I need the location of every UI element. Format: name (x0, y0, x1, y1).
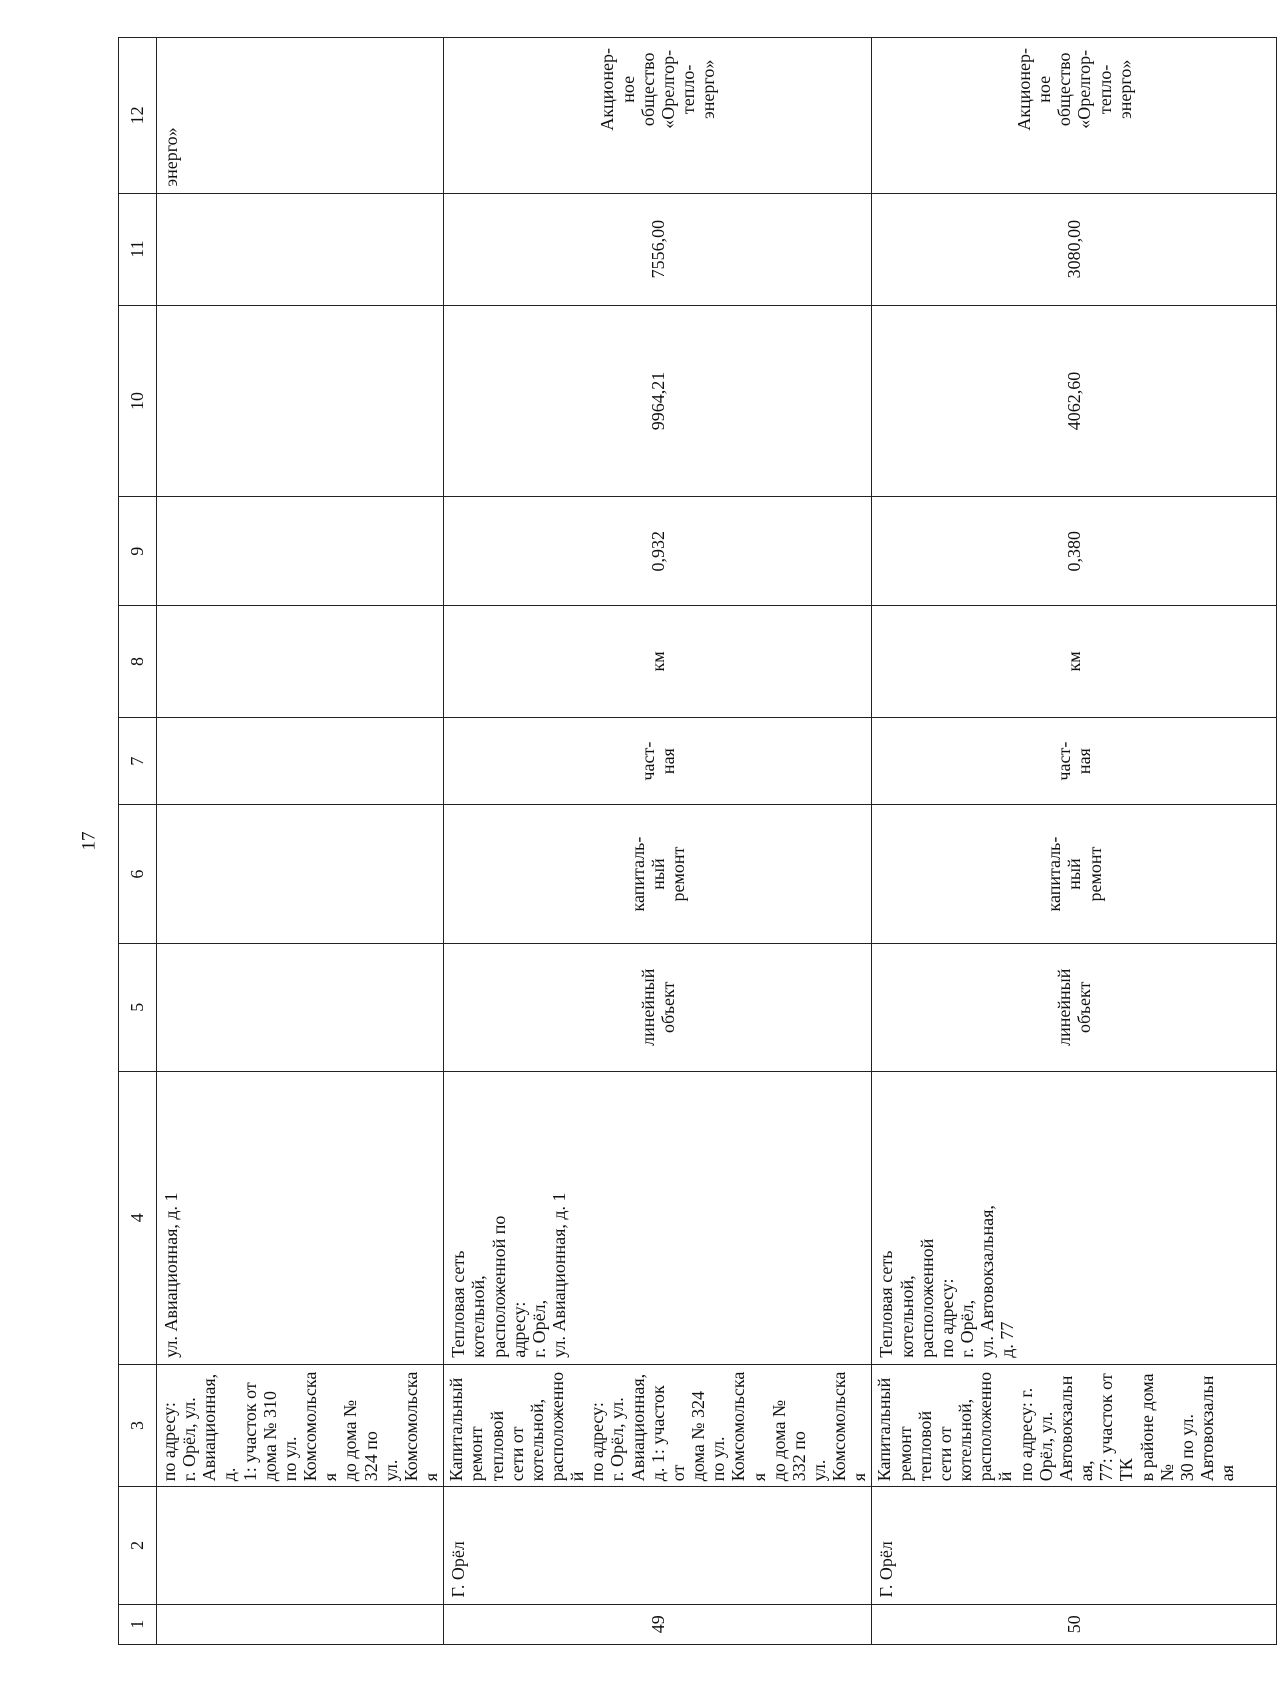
header-cell: 10 (119, 305, 157, 497)
qty-cell: 0,932 (444, 497, 872, 606)
object-cell: Тепловая сеть котельной, расположенной по адресу: г. Орёл, ул. Авиационная, д. 1 (444, 1071, 872, 1364)
page-number: 17 (78, 831, 100, 851)
description-cell: Капитальный ремонт тепловой сети от котельной, расположенной по адресу: г. Орёл, ул. Авиационная, д. 1: участок от дома № 324 по ул. Комсомольская до дома № 332 по ул. Комсомольская (444, 1364, 872, 1487)
cost2-cell: 3080,00 (872, 193, 1277, 305)
header-cell: 1 (119, 1604, 157, 1644)
city-cell (157, 1487, 444, 1604)
header-row (119, 38, 157, 1645)
unit-cell: км (872, 606, 1277, 718)
row-number: 50 (872, 1604, 1277, 1644)
description-cell: по адресу: г. Орёл, ул. Авиационная, д. 1: участок от дома № 310 по ул. Комсомольская до дома № 324 по ул. Комсомольская (157, 1364, 444, 1487)
header-cell: 9 (119, 497, 157, 606)
rotated-page (118, 37, 1238, 1645)
work-cell: капиталь- ный ремонт (444, 805, 872, 944)
object-cell: Тепловая сеть котельной, расположенной по адресу: г. Орёл, ул. Автовокзальная, д. 77 (872, 1071, 1277, 1364)
row-number (157, 1604, 444, 1644)
cost-cell: 9964,21 (444, 305, 872, 497)
qty-cell (157, 497, 444, 606)
qty-cell: 0,380 (872, 497, 1277, 606)
work-cell: капиталь- ный ремонт (872, 805, 1277, 944)
table-row (157, 38, 444, 1645)
header-cell: 12 (119, 38, 157, 194)
header-cell: 2 (119, 1487, 157, 1604)
city-cell: Г. Орёл (872, 1487, 1277, 1604)
table-row (444, 38, 872, 1645)
type-cell (157, 943, 444, 1071)
city-cell: Г. Орёл (444, 1487, 872, 1604)
data-table (118, 37, 1277, 1645)
header-cell: 6 (119, 805, 157, 944)
unit-cell: км (444, 606, 872, 718)
header-cell: 11 (119, 193, 157, 305)
header-cell: 7 (119, 717, 157, 804)
type-cell: линейный объект (872, 943, 1277, 1071)
cost2-cell: 7556,00 (444, 193, 872, 305)
owner-cell: Акционер- ное общество «Орелгор- тепло- энерго» (444, 38, 872, 194)
kind-cell: част- ная (444, 717, 872, 804)
description-cell: Капитальный ремонт тепловой сети от котельной, расположенной по адресу: г. Орёл, ул. Автовокзальная, 77: участок от ТК в районе дома № 30 по ул. Автовокзальная (872, 1364, 1277, 1487)
owner-cell: энерго» (157, 38, 444, 194)
work-cell (157, 805, 444, 944)
row-number: 49 (444, 1604, 872, 1644)
object-cell: ул. Авиационная, д. 1 (157, 1071, 444, 1364)
table-row (872, 38, 1277, 1645)
unit-cell (157, 606, 444, 718)
header-cell: 3 (119, 1364, 157, 1487)
kind-cell: част- ная (872, 717, 1277, 804)
cost-cell (157, 305, 444, 497)
header-cell: 5 (119, 943, 157, 1071)
owner-cell: Акционер- ное общество «Орелгор- тепло- энерго» (872, 38, 1277, 194)
cost-cell: 4062,60 (872, 305, 1277, 497)
header-cell: 4 (119, 1071, 157, 1364)
cost2-cell (157, 193, 444, 305)
kind-cell (157, 717, 444, 804)
type-cell: линейный объект (444, 943, 872, 1071)
header-cell: 8 (119, 606, 157, 718)
